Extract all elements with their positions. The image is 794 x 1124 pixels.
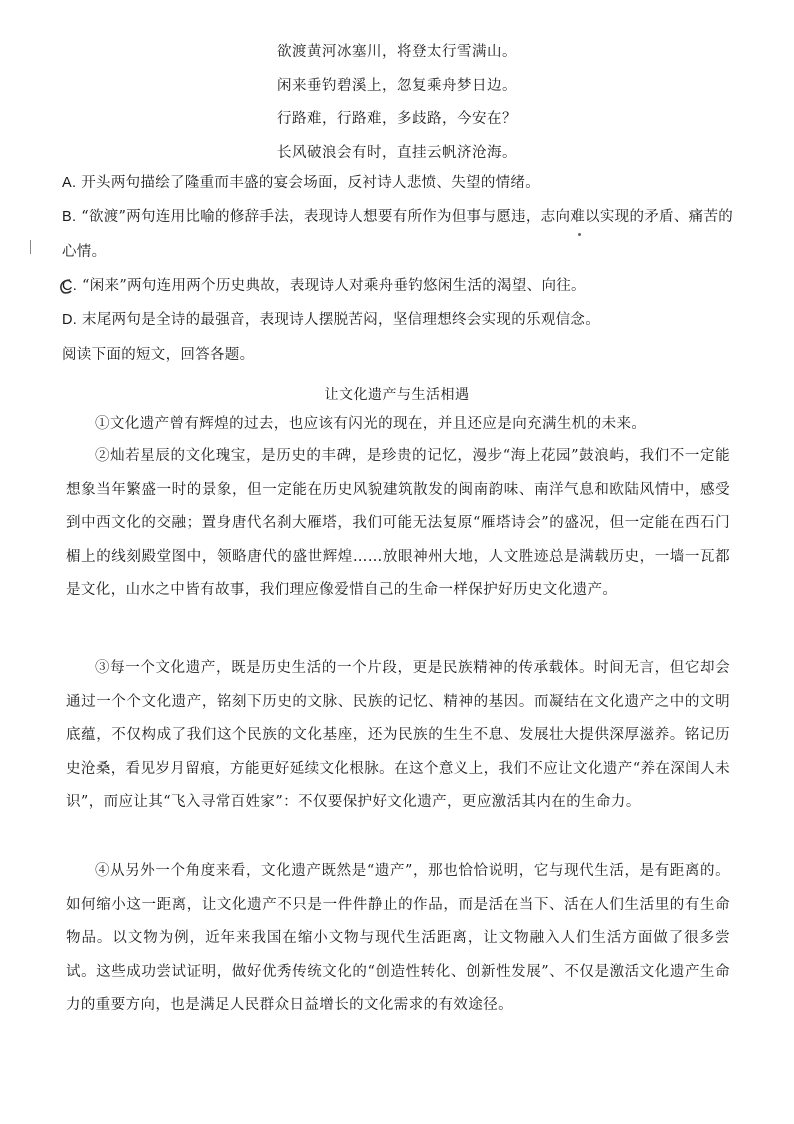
article-paragraph: ③每一个文化遗产，既是历史生活的一个片段，更是民族精神的传承载体。时间无言，但它却会通过一个个文化遗产，铭刻下历史的文脉、民族的记忆、精神的基因。而凝结在文化遗产之中的文明底蕴，不仅构成了我们这个民族的文化基座，还为民族的生生不息、发展壮大提供深厚滋养。铭记历史沧桑，看见岁月留痕，方能更好延续文化根脉。在这个意义上，我们不应让文化遗产“养在深闺人未识”，而应让其“飞入寻常百姓家”：不仅要保护好文化遗产，更应激活其内在的生命力。 bbox=[66, 660, 730, 810]
option-text: “闲来”两句连用两个历史典故，表现诗人对乘舟垂钓悠闲生活的渴望、向往。 bbox=[82, 278, 586, 294]
article-paragraph: ①文化遗产曾有辉煌的过去，也应该有闪光的现在，并且还应是向充满生机的未来。 bbox=[95, 416, 647, 432]
option-text: 开头两句描绘了隆重而丰盛的宴会场面，反衬诗人悲愤、失望的情绪。 bbox=[81, 175, 541, 191]
option-label: D. bbox=[62, 312, 78, 328]
option-c bbox=[62, 269, 742, 304]
margin-mark bbox=[30, 240, 31, 254]
option-a bbox=[62, 166, 742, 201]
article-title: 让文化遗产与生活相遇 bbox=[324, 387, 470, 403]
option-text: “欲渡”两句连用比喻的修辞手法，表现诗人想要有所作为但事与愿违，志向难以实现的矛盾、痛苦的心情。 bbox=[62, 209, 734, 260]
poem-line: 闲来垂钓碧溪上，忽复乘舟梦日边。 bbox=[277, 78, 517, 94]
option-d bbox=[62, 303, 742, 338]
poem-line: 欲渡黄河冰塞川，将登太行雪满山。 bbox=[277, 44, 517, 60]
option-b bbox=[62, 200, 742, 270]
article-paragraph: ②灿若星辰的文化瑰宝，是历史的丰碑，是珍贵的记忆，漫步“海上花园”鼓浪屿，我们不一定能想象当年繁盛一时的景象，但一定能在历史风貌建筑散发的闽南韵味、南洋气息和欧陆风情中，感受到中西文化的交融；置身唐代名刹大雁塔，我们可能无法复原“雁塔诗会”的盛况，但一定能在西石门楣上的线刻殿堂图中，领略唐代的盛世辉煌……放眼神州大地，人文胜迹总是满载历史，一墙一瓦都是文化，山水之中皆有故事，我们理应像爱惜自己的生命一样保护好历史文化遗产。 bbox=[66, 448, 730, 598]
poem-line: 行路难，行路难，多歧路，今安在？ bbox=[277, 111, 517, 127]
option-label: B. bbox=[62, 209, 77, 225]
reading-instruction: 阅读下面的短文，回答各题。 bbox=[62, 347, 255, 363]
option-label: A. bbox=[62, 175, 77, 191]
article-paragraph: ④从另外一个角度来看，文化遗产既然是“遗产”，那也恰恰说明，它与现代生活，是有距离的。如何缩小这一距离，让文化遗产不只是一件件静止的作品，而是活在当下、活在人们生活里的有生命物品。以文物为例，近年来我国在缩小文物与现代生活距离，让文物融入人们生活方面做了很多尝试。这些成功尝试证明，做好优秀传统文化的“创造性转化、创新性发展”、不仅是激活文化遗产生命力的重要方向，也是满足人民群众日益增长的文化需求的有效途径。 bbox=[66, 863, 730, 1013]
option-label: C. bbox=[62, 278, 78, 294]
poem-line: 长风破浪会有时，直挂云帆济沧海。 bbox=[277, 145, 517, 161]
pen-mark-icon bbox=[56, 276, 76, 296]
option-text: 末尾两句是全诗的最强音，表现诗人摆脱苦闷，坚信理想终会实现的乐观信念。 bbox=[82, 312, 601, 328]
margin-dot bbox=[578, 233, 581, 236]
